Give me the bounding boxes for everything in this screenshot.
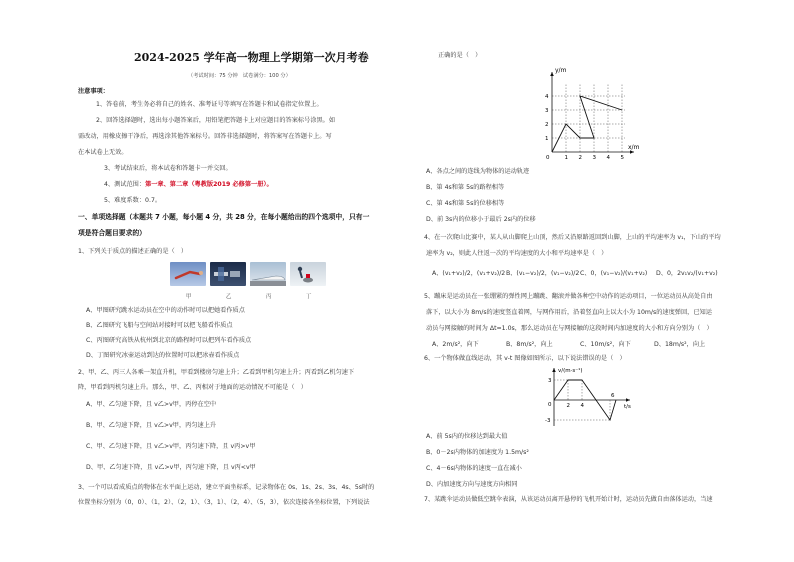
notice-2-end: 在本试卷上无效。 xyxy=(78,149,128,156)
q5-option-b: B、8m/s²，向上 xyxy=(506,341,553,348)
q6-t-tick-2: 2 xyxy=(566,403,570,409)
exam-info: （考试时间：75 分钟 试卷满分：100 分） xyxy=(188,73,291,79)
q3-stem-cont: 位置坐标分别为（0，0）、（1，2）、（2，1）、（3，1）、（2，4）、（5，3），依次连接各坐标位置，下列说法 xyxy=(78,499,370,506)
q3-position-graph xyxy=(542,60,642,162)
q1-option-c: C、丙图研究高铁从杭州到北京的路程时可以把列车看作质点 xyxy=(86,337,252,344)
q1-stem: 1、下列关于质点的描述正确的是（ ） xyxy=(78,248,188,255)
q6-stem: 6、一个物体做直线运动，其 v-t 图像如图所示，以下说法错误的是（ ） xyxy=(424,355,626,362)
q3-option-d: D、前 3s内的位移小于最后 2s内的位移 xyxy=(426,216,536,223)
q6-vt-graph xyxy=(544,364,640,430)
curling-figure xyxy=(290,262,326,286)
q3-x-tick-4: 4 xyxy=(606,155,610,161)
test-scope: 第一章、第二章（粤教版2019 必修第一册）。 xyxy=(145,181,273,188)
spacecraft-figure xyxy=(210,262,246,286)
q2-stem: 2、甲、乙、丙三人各乘一架直升机，甲看到楼房匀速上升；乙看到甲机匀速上升；丙看到乙机匀速下 xyxy=(78,369,355,376)
q5-option-a: A、2m/s²，向下 xyxy=(432,341,479,348)
q6-t-tick-6: 6 xyxy=(611,393,615,399)
notice-2: 2、回答选择题时，选出每小题答案后，用铅笔把答题卡上对应题目的答案标号涂黑。如 xyxy=(96,117,336,124)
notice-1: 1、答卷前，考生务必将自己的姓名、准考证号等填写在答题卡和试卷指定位置上。 xyxy=(96,101,323,108)
q3-option-a: A、各点之间的连线为物体的运动轨迹 xyxy=(426,168,530,175)
q3-y-tick-3: 3 xyxy=(545,108,549,114)
q6-option-a: A、前 5s内的位移达到最大值 xyxy=(426,433,508,440)
section-heading: 一、单项选择题（本题共 7 小题，每小题 4 分，共 28 分，在每小题给出的四个选项中，只有一 xyxy=(78,213,370,221)
q7-stem: 7、某跳伞运动员做低空跳伞表演，从该运动员离开悬停的飞机开始计时，运动员先做自由落体运动，当速 xyxy=(424,496,713,503)
section-heading-cont: 项是符合题目要求的） xyxy=(78,229,146,237)
q2-option-d: D、甲、乙匀速下降，且 v乙>v甲，丙匀速下降，且 v丙<v甲 xyxy=(86,464,256,471)
q1-image-curling xyxy=(290,262,326,286)
q3-y-tick-2: 2 xyxy=(545,122,549,128)
notice-4-prefix: 4、测试范围： xyxy=(104,181,146,188)
q4-option-a: A、(v₁+v₂)/2，(v₁+v₂)/2 xyxy=(432,270,506,277)
q3-y-tick-1: 1 xyxy=(545,136,549,142)
q5-option-c: C、10m/s²，向下 xyxy=(580,341,631,348)
q3-x-tick-3: 3 xyxy=(592,155,596,161)
notice-heading: 注意事项： xyxy=(78,88,109,95)
q1-image-train xyxy=(250,262,286,286)
q3-stem-end: 正确的是（ ） xyxy=(438,52,482,59)
notice-4 xyxy=(104,181,273,189)
q3-origin: 0 xyxy=(546,155,550,161)
q1-label-yi: 乙 xyxy=(226,294,232,300)
q1-label-bing: 丙 xyxy=(266,294,272,300)
q3-x-tick-2: 2 xyxy=(578,155,582,161)
q6-v-arrow xyxy=(552,368,556,372)
q1-label-jia: 甲 xyxy=(186,294,192,300)
q3-option-b: B、第 4s和第 5s的路程相等 xyxy=(426,184,505,191)
q3-y-arrow xyxy=(550,72,554,76)
q6-option-c: C、4－6s内物体的速度一直在减小 xyxy=(426,465,522,472)
q2-stem-cont: 降，甲看到丙机匀速上升。那么，甲、乙、丙相对于地面的运动情况不可能是（ ） xyxy=(78,384,307,391)
q5-option-d: D、18m/s²，向上 xyxy=(654,341,706,348)
q1-image-diver xyxy=(170,262,206,286)
q6-t-axis-label: t/s xyxy=(624,404,631,410)
q1-option-b: B、乙图研究飞船与空间站对接时可以把飞船看作质点 xyxy=(86,322,233,329)
q4-stem-cont: 速率为 v₂，则此人往返一次的平均速度的大小和平均速率是（ ） xyxy=(426,250,608,257)
q6-option-b: B、0－2s内物体的加速度为 1.5m/s² xyxy=(426,449,529,456)
page-title: 2024-2025 学年高一物理上学期第一次月考卷 xyxy=(134,51,369,64)
q3-x-axis-label: x/m xyxy=(628,144,640,151)
notice-2-cont: 需改动，用橡皮擦干净后，再选涂其他答案标号。回答非选择题时，将答案写在答题卡上。写 xyxy=(78,133,332,140)
q6-v-axis-label: v/(m·s⁻¹) xyxy=(558,368,583,374)
q3-y-tick-4: 4 xyxy=(545,94,549,100)
q4-option-d: D、0，2v₁v₂/(v₁+v₂) xyxy=(656,270,718,277)
q3-y-axis-label: y/m xyxy=(555,67,567,74)
q1-option-a: A、甲图研究跳水运动员在空中的动作时可以把她看作质点 xyxy=(86,307,245,314)
q5-line-2: 落下，以大小为 8m/s的速度竖直着网，与网作用后，沿着竖直向上以大小为 10m/s的速度弹回，已知运 xyxy=(426,309,712,316)
q3-option-c: C、第 4s和第 5s的位移相等 xyxy=(426,200,505,207)
q1-option-d: D、丁图研究冰壶运动到达的位置时可以把冰壶看作质点 xyxy=(86,352,240,359)
q5-line-1: 5、蹦床是运动员在一张绷紧的弹性网上蹦跳、翻滚并做各种空中动作的运动项目，一位运动员从高处自由 xyxy=(424,293,713,300)
q6-t-tick-4: 4 xyxy=(580,403,584,409)
q6-v-tick-neg3: -3 xyxy=(545,418,551,424)
q1-label-ding: 丁 xyxy=(306,294,312,300)
q6-t-arrow xyxy=(626,398,630,402)
q6-origin: 0 xyxy=(548,402,552,408)
q3-x-tick-5: 5 xyxy=(620,155,624,161)
q4-stem: 4、在一次爬山比赛中，某人从山脚爬上山顶，然后又沿原路返回到山脚，上山的平均速率为 v₁，下山的平均 xyxy=(424,234,721,241)
q2-option-c: C、甲、乙匀速下降，且 v乙>v甲，丙匀速下降，且 v丙>v甲 xyxy=(86,443,256,450)
notice-5: 5、难度系数：0.7。 xyxy=(104,197,162,204)
q3-x-tick-1: 1 xyxy=(564,155,568,161)
train-figure xyxy=(250,262,286,286)
notice-3: 3、考试结束后，将本试卷和答题卡一并交回。 xyxy=(104,165,232,172)
q6-option-d: D、内加速度方向与速度方向相同 xyxy=(426,481,518,488)
q2-option-b: B、甲、乙匀速下降，且 v乙>v甲，丙匀速上升 xyxy=(86,422,217,429)
q4-option-b: B、(v₁−v₂)/2，(v₁−v₂)/2 xyxy=(506,270,580,277)
q6-v-tick-3: 3 xyxy=(548,378,552,384)
q5-line-3: 动员与网接触的时间为 Δt=1.0s，那么运动员在与网接触的这段时间内加速度的大小和方向分别为（ ） xyxy=(426,325,713,332)
q3-grid xyxy=(552,84,625,152)
q2-option-a: A、甲、乙匀速下降，且 v乙>v甲，丙停在空中 xyxy=(86,401,217,408)
q1-image-spacecraft xyxy=(210,262,246,286)
diver-figure xyxy=(170,262,206,286)
q3-stem: 3、一个可以看成质点的物体在水平面上运动，建立平面坐标系，记录物体在 0s、1s、2s、3s、4s、5s时的 xyxy=(78,484,375,491)
q4-option-c: C、0，(v₁−v₂)/(v₁+v₂) xyxy=(580,270,648,277)
